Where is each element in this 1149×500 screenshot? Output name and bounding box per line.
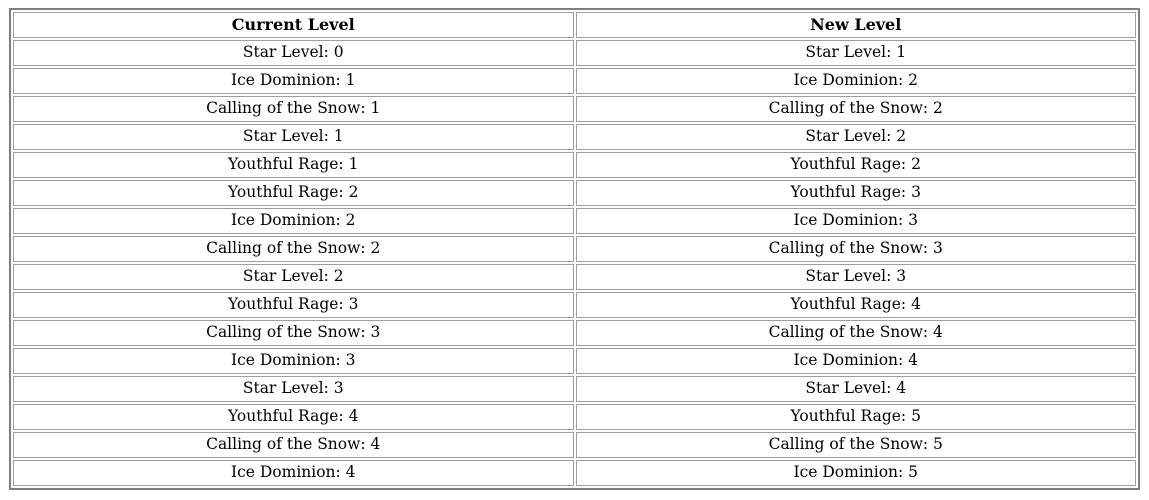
table-row [13,404,1136,430]
new-level-cell: Star Level: 4 [576,376,1137,402]
table-row [13,96,1136,122]
table-row [13,460,1136,486]
new-level-cell: Youthful Rage: 3 [576,180,1137,206]
new-level-cell: Ice Dominion: 4 [576,348,1137,374]
table-row [13,124,1136,150]
table-row [13,376,1136,402]
current-level-cell: Star Level: 3 [13,376,574,402]
table-row [13,68,1136,94]
column-header-new-level: New Level [576,12,1137,38]
table-row [13,432,1136,458]
current-level-cell: Ice Dominion: 4 [13,460,574,486]
column-header-current-level: Current Level [13,12,574,38]
table-row [13,292,1136,318]
new-level-cell: Calling of the Snow: 2 [576,96,1137,122]
new-level-cell: Calling of the Snow: 4 [576,320,1137,346]
table-row [13,264,1136,290]
table-row [13,180,1136,206]
current-level-cell: Ice Dominion: 2 [13,208,574,234]
new-level-cell: Youthful Rage: 5 [576,404,1137,430]
table-row [13,40,1136,66]
new-level-cell: Calling of the Snow: 3 [576,236,1137,262]
current-level-cell: Calling of the Snow: 1 [13,96,574,122]
current-level-cell: Ice Dominion: 3 [13,348,574,374]
table-row [13,236,1136,262]
current-level-cell: Youthful Rage: 2 [13,180,574,206]
current-level-cell: Youthful Rage: 4 [13,404,574,430]
new-level-cell: Ice Dominion: 5 [576,460,1137,486]
level-upgrade-table [9,8,1140,490]
new-level-cell: Star Level: 1 [576,40,1137,66]
new-level-cell: Ice Dominion: 3 [576,208,1137,234]
current-level-cell: Star Level: 1 [13,124,574,150]
current-level-cell: Calling of the Snow: 3 [13,320,574,346]
current-level-cell: Youthful Rage: 3 [13,292,574,318]
current-level-cell: Star Level: 2 [13,264,574,290]
new-level-cell: Calling of the Snow: 5 [576,432,1137,458]
header-row [13,12,1136,38]
table-body [13,40,1136,486]
new-level-cell: Star Level: 3 [576,264,1137,290]
table-row [13,320,1136,346]
current-level-cell: Calling of the Snow: 2 [13,236,574,262]
table-row [13,152,1136,178]
new-level-cell: Star Level: 2 [576,124,1137,150]
new-level-cell: Ice Dominion: 2 [576,68,1137,94]
current-level-cell: Star Level: 0 [13,40,574,66]
current-level-cell: Youthful Rage: 1 [13,152,574,178]
new-level-cell: Youthful Rage: 4 [576,292,1137,318]
table-row [13,348,1136,374]
current-level-cell: Calling of the Snow: 4 [13,432,574,458]
new-level-cell: Youthful Rage: 2 [576,152,1137,178]
table-row [13,208,1136,234]
current-level-cell: Ice Dominion: 1 [13,68,574,94]
